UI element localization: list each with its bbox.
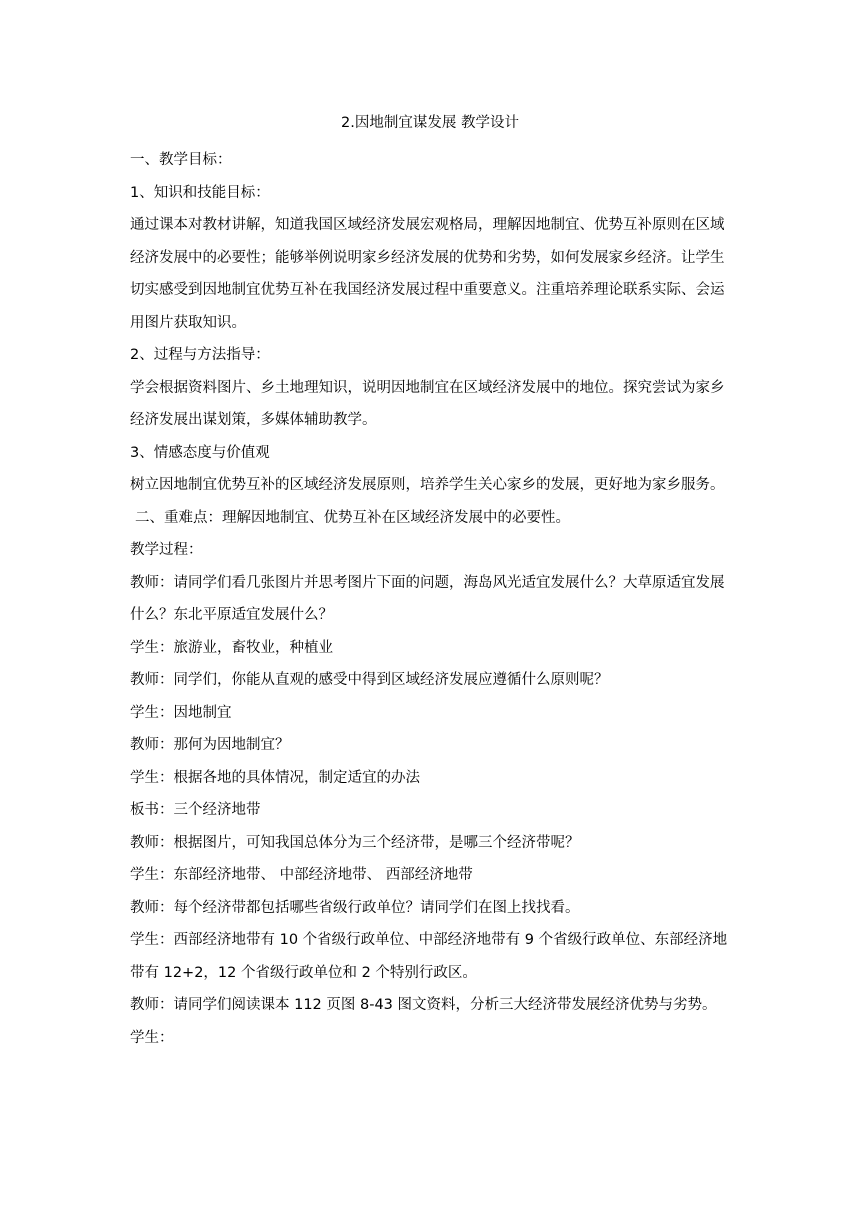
dialogue-student: 学生：根据各地的具体情况，制定适宜的办法 [130,769,420,786]
dialogue-student: 学生：西部经济地带有 10 个省级行政单位、中部经济地带有 9 个省级行政单位、东部经济地带有 12+2，12 个省级行政单位和 2 个特别行政区。 [130,932,728,981]
section-heading-teaching-process: 教学过程： [130,542,203,558]
dialogue-teacher: 教师：同学们，你能从直观的感受中得到区域经济发展应遵循什么原则呢？ [130,672,609,688]
dialogue-student: 学生：旅游业，畜牧业，种植业 [130,639,333,656]
dialogue-student: 学生：因地制宜 [130,704,232,721]
dialogue-teacher: 教师：那何为因地制宜？ [130,737,290,753]
subheading-attitude-values: 3、情感态度与价值观 [130,444,270,461]
section-heading-objectives: 一、教学目标： [130,152,232,168]
dialogue-teacher: 教师：根据图片，可知我国总体分为三个经济带，是哪三个经济带呢？ [130,834,580,851]
paragraph-process-method: 学会根据资料图片、乡土地理知识，说明因地制宜在区域经济发展中的地位。探究尝试为家乡经济发展出谋划策，多媒体辅助教学。 [130,379,725,428]
dialogue-student: 学生：东部经济地带、 中部经济地带、 西部经济地带 [130,867,473,883]
document-title: 2.因地制宜谋发展 教学设计 [341,115,519,131]
dialogue-teacher: 教师：每个经济带都包括哪些省级行政单位？请同学们在图上找找看。 [130,899,580,916]
subheading-knowledge-skills: 1、知识和技能目标： [130,184,270,201]
document-body [130,144,735,1054]
dialogue-teacher: 教师：请同学们看几张图片并思考图片下面的问题，海岛风光适宜发展什么？大草原适宜发展什么？东北平原适宜发展什么？ [130,574,725,623]
dialogue-student: 学生： [130,1029,174,1046]
dialogue-teacher: 教师：请同学们阅读课本 112 页图 8-43 图文资料，分析三大经济带发展经济优势与劣势。 [130,997,717,1013]
section-heading-key-points: 二、重难点：理解因地制宜、优势互补在区域经济发展中的必要性。 [135,509,570,526]
paragraph-knowledge-skills: 通过课本对教材讲解，知道我国区域经济发展宏观格局，理解因地制宜、优势互补原则在区域经济发展中的必要性；能够举例说明家乡经济发展的优势和劣势，如何发展家乡经济。让学生切实感受到因地制宜优势互补在我国经济发展过程中重要意义。注重培养理论联系实际、会运用图片获取知识。 [130,217,725,331]
paragraph-attitude-values: 树立因地制宜优势互补的区域经济发展原则，培养学生关心家乡的发展，更好地为家乡服务。 [130,477,725,493]
subheading-process-method: 2、过程与方法指导： [130,347,270,363]
blackboard-note: 板书：三个经济地带 [130,802,261,818]
